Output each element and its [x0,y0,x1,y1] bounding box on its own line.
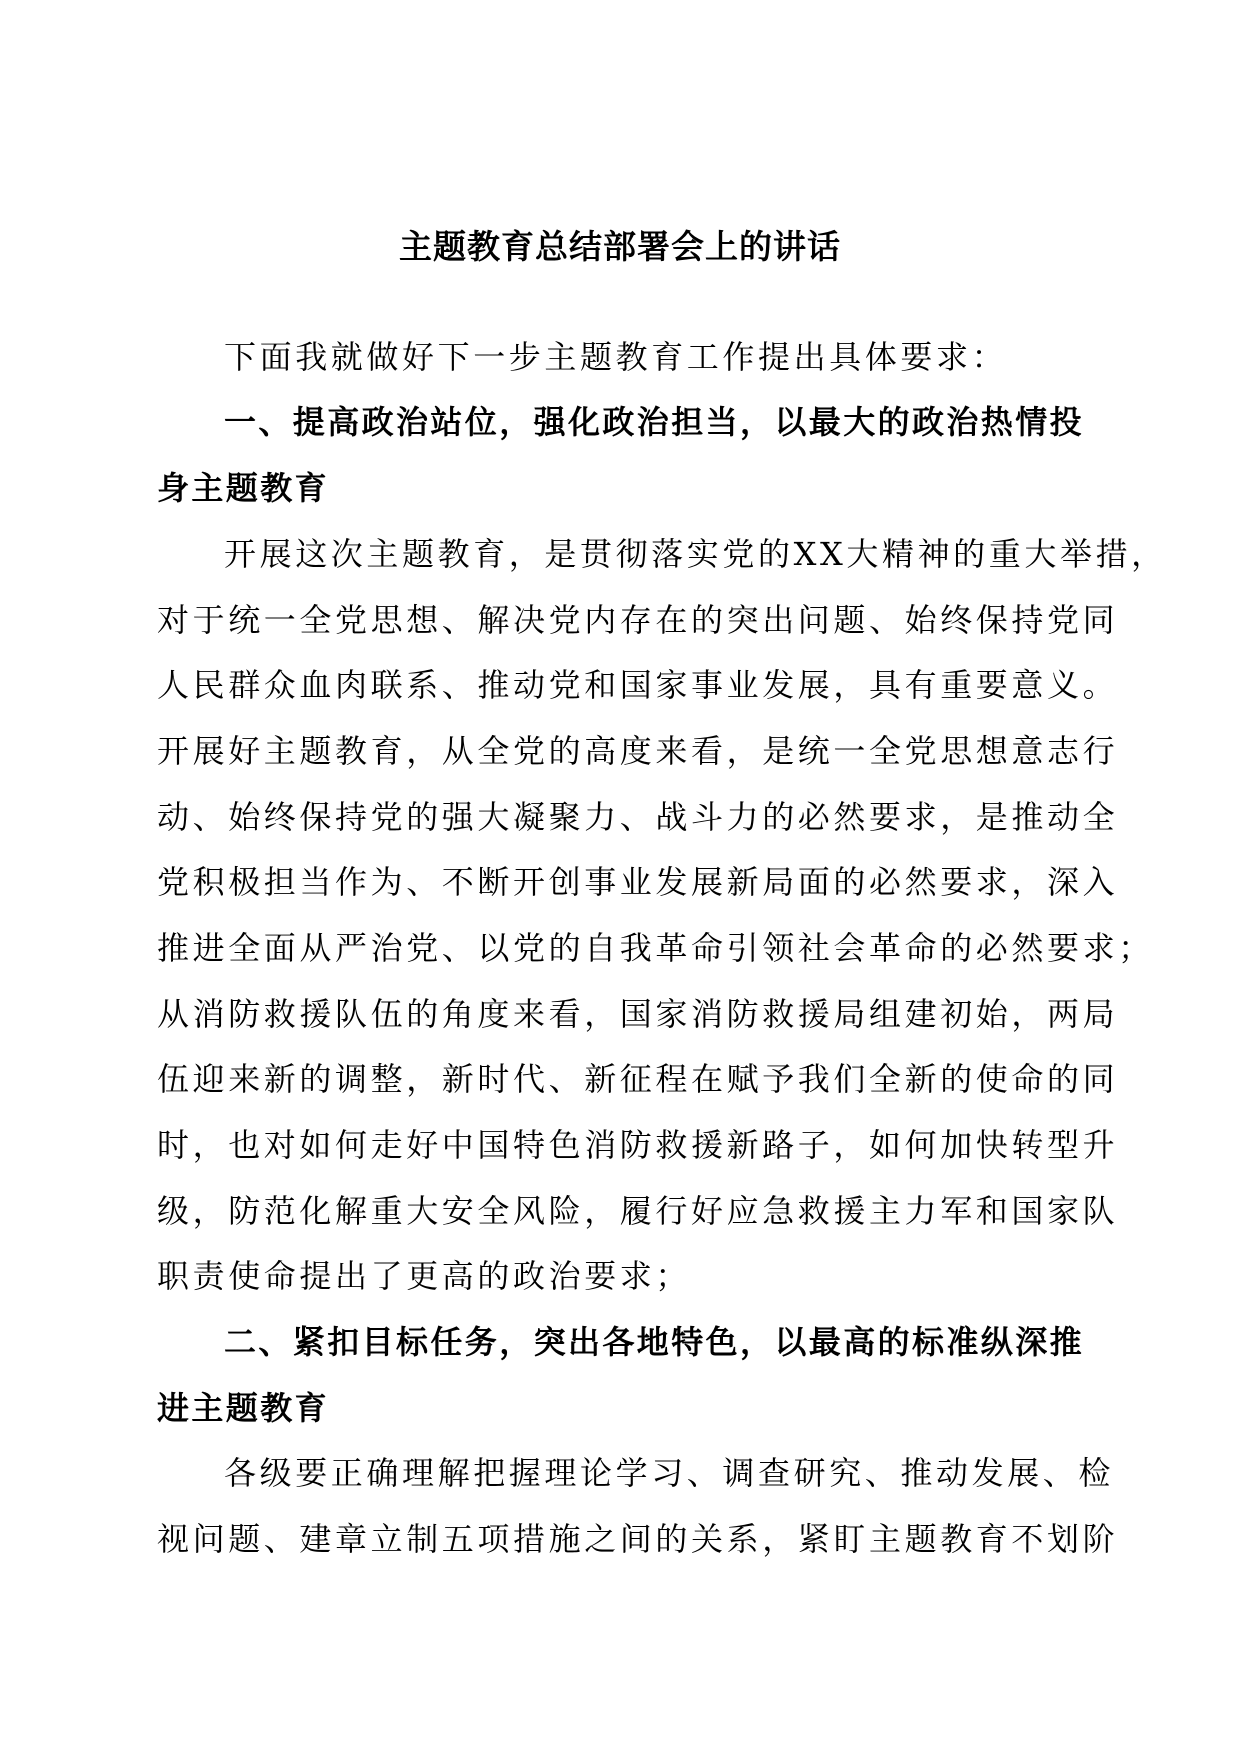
body-paragraph-line: 级，防范化解重大安全风险，履行好应急救援主力军和国家队 [157,1192,1119,1230]
body-paragraph-line: 动、始终保持党的强大凝聚力、战斗力的必然要求，是推动全 [157,798,1119,836]
section-heading-2-line-2: 进主题教育 [157,1389,330,1427]
body-paragraph-line: 党积极担当作为、不断开创事业发展新局面的必然要求，深入 [157,863,1119,901]
body-paragraph-line: 人民群众血肉联系、推动党和国家事业发展，具有重要意义。 [157,666,1119,704]
section-heading-2-line-1: 二、紧扣目标任务，突出各地特色，以最高的标准纵深推 [224,1323,1085,1361]
body-paragraph-line: 从消防救援队伍的角度来看，国家消防救援局组建初始，两局 [157,995,1119,1033]
section-heading-1-line-1: 一、提高政治站位，强化政治担当，以最大的政治热情投 [224,403,1085,441]
body-paragraph-line: 伍迎来新的调整，新时代、新征程在赋予我们全新的使命的同 [157,1060,1119,1098]
body-paragraph-line: 时，也对如何走好中国特色消防救援新路子，如何加快转型升 [157,1126,1119,1164]
body-paragraph-line: 推进全面从严治党、以党的自我革命引领社会革命的必然要求； [157,929,1154,967]
body-paragraph-line: 对于统一全党思想、解决党内存在的突出问题、始终保持党同 [157,601,1119,639]
document-title: 主题教育总结部署会上的讲话 [399,227,841,266]
intro-paragraph-line: 下面我就做好下一步主题教育工作提出具体要求： [224,338,1008,376]
body-paragraph-line: 各级要正确理解把握理论学习、调查研究、推动发展、检 [224,1454,1115,1492]
body-paragraph-line: 职责使命提出了更高的政治要求； [157,1257,692,1295]
section-heading-1-line-2: 身主题教育 [157,469,330,507]
body-paragraph-line: 开展好主题教育，从全党的高度来看，是统一全党思想意志行 [157,732,1119,770]
body-paragraph-line: 开展这次主题教育，是贯彻落实党的XX大精神的重大举措， [224,535,1167,573]
body-paragraph-line: 视问题、建章立制五项措施之间的关系，紧盯主题教育不划阶 [157,1520,1119,1558]
